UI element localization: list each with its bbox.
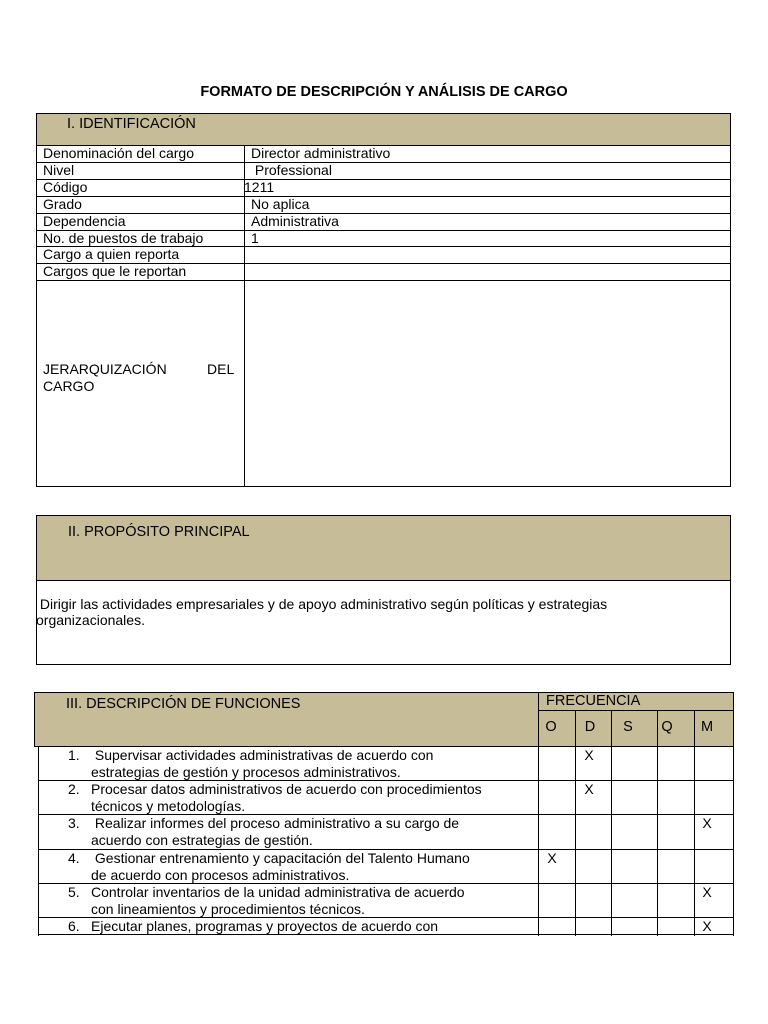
purpose-heading: II. PROPÓSITO PRINCIPAL [68, 524, 250, 540]
identification-section [36, 113, 731, 487]
freq-col-o: O [545, 719, 557, 735]
mark-m: X [702, 918, 712, 934]
mark-m: X [702, 884, 712, 900]
function-row [34, 850, 734, 883]
hierarchy-label-cargo: CARGO [43, 378, 95, 394]
frequency-heading: FRECUENCIA [546, 693, 641, 709]
freq-col-q: Q [661, 719, 673, 735]
function-number: 3. [68, 815, 80, 831]
function-text-line1: Supervisar actividades administrativas de acuerdo con [91, 747, 434, 763]
row-label-grado: Grado [43, 196, 82, 212]
mark-m: X [702, 815, 712, 831]
function-number: 4. [68, 850, 80, 866]
function-text-line1: Procesar datos administrativos de acuerdo con procedimientos [91, 781, 482, 797]
purpose-section [36, 515, 731, 665]
row-label-reporta: Cargo a quien reporta [43, 246, 180, 262]
function-row [34, 781, 734, 814]
identification-heading: I. IDENTIFICACIÓN [67, 116, 196, 132]
row-label-nivel: Nivel [43, 162, 75, 178]
function-text-line1: Gestionar entrenamiento y capacitación del Talento Humano [91, 850, 470, 866]
functions-section [34, 692, 734, 936]
function-text-line1: Controlar inventarios de la unidad administrativa de acuerdo [91, 884, 465, 900]
function-row [34, 918, 734, 934]
mark-d: X [584, 747, 594, 763]
function-text-line1: Realizar informes del proceso administrativo a su cargo de [91, 815, 460, 831]
function-text-line2: de acuerdo con procesos administrativos. [91, 867, 350, 883]
freq-col-s: S [623, 719, 633, 735]
functions-heading: III. DESCRIPCIÓN DE FUNCIONES [66, 696, 301, 712]
mark-d: X [584, 781, 594, 797]
function-text-line2: técnicos y metodologías. [91, 798, 246, 814]
function-number: 5. [68, 884, 80, 900]
function-text-line2: estrategias de gestión y procesos administrativos. [91, 764, 401, 780]
function-text-line2: con lineamientos y procedimientos técnicos. [91, 901, 365, 917]
row-label-cargo: Denominación del cargo [43, 145, 194, 161]
purpose-header [36, 515, 731, 581]
mark-o: X [547, 850, 557, 866]
function-row [34, 815, 734, 849]
hierarchy-label: JERARQUIZACIÓN [43, 361, 167, 377]
function-row [34, 747, 734, 780]
row-value-nivel: Professional [251, 162, 332, 178]
document-title: FORMATO DE DESCRIPCIÓN Y ANÁLISIS DE CARGO [200, 84, 568, 100]
function-row [34, 884, 734, 917]
function-number: 6. [68, 918, 80, 934]
function-number: 2. [68, 781, 80, 797]
row-value-grado: No aplica [251, 196, 310, 212]
row-label-puestos: No. de puestos de trabajo [43, 230, 204, 246]
row-value-codigo: 1211 [244, 179, 275, 195]
row-label-le-reportan: Cargos que le reportan [43, 263, 187, 279]
function-text-line1: Ejecutar planes, programas y proyectos de acuerdo con [91, 918, 439, 934]
purpose-text-line2: organizacionales. [36, 612, 145, 628]
row-label-dependencia: Dependencia [43, 213, 126, 229]
row-label-codigo: Código [43, 179, 88, 195]
function-number: 1. [68, 747, 80, 763]
row-value-puestos: 1 [251, 230, 259, 246]
identification-header [36, 113, 731, 146]
hierarchy-label-del: DEL [207, 361, 235, 377]
row-value-cargo: Director administrativo [251, 145, 391, 161]
function-text-line2: acuerdo con estrategias de gestión. [91, 832, 313, 848]
freq-col-d: D [584, 719, 596, 735]
row-value-dependencia: Administrativa [251, 213, 339, 229]
freq-col-m: M [700, 719, 714, 735]
purpose-text-line1: Dirigir las actividades empresariales y de apoyo administrativo según políticas y estrategias [36, 596, 608, 612]
